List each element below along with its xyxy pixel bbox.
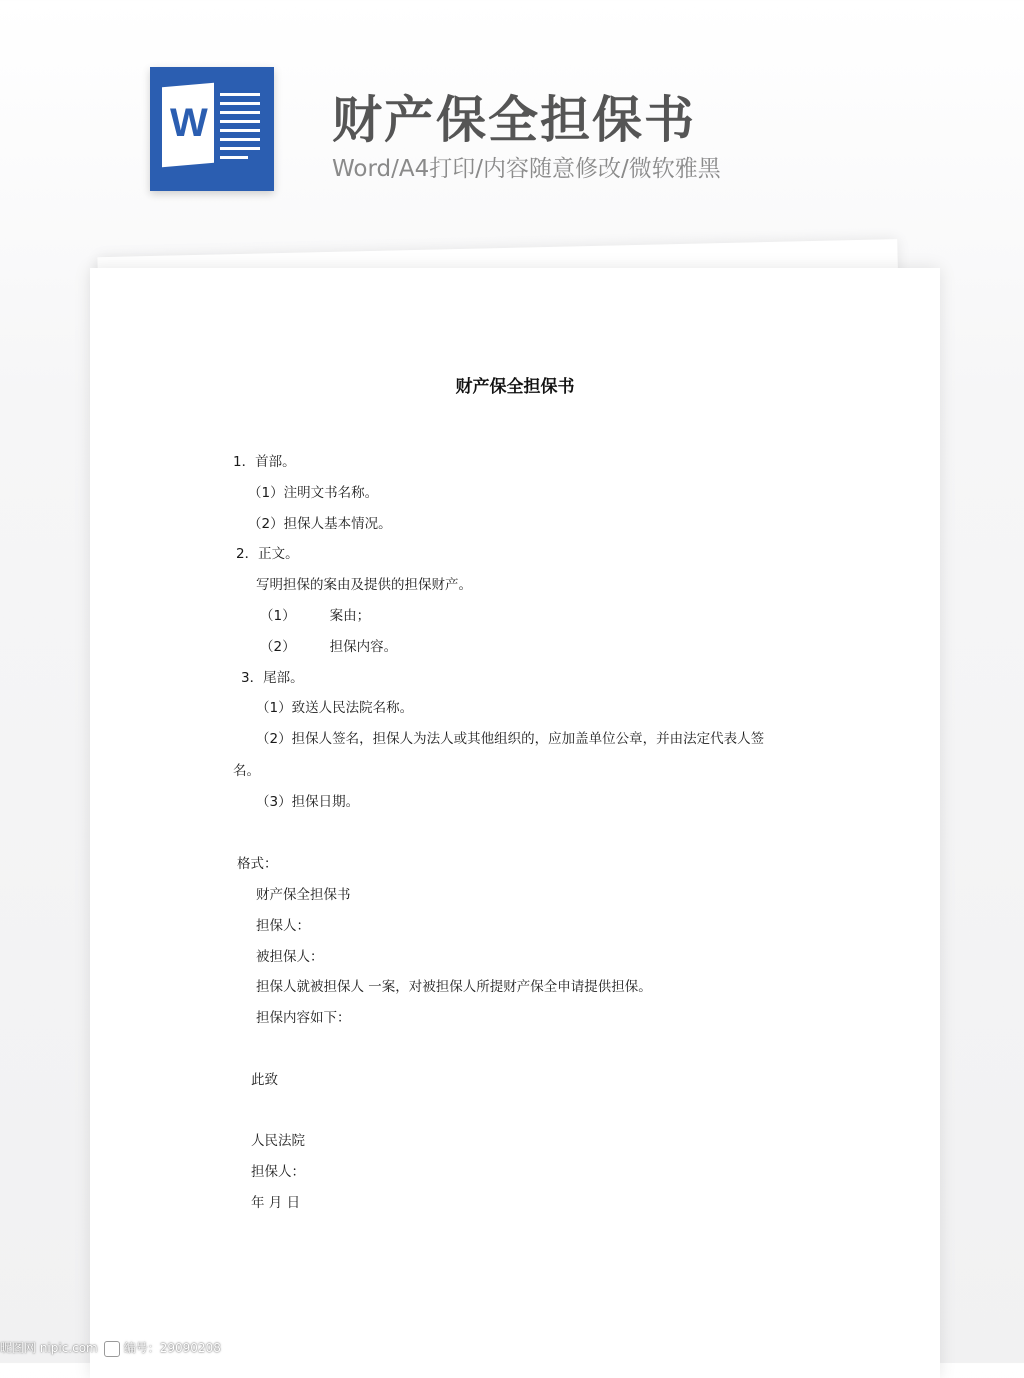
doc-line-text: 案由； — [329, 608, 371, 624]
doc-line: 担保人： — [251, 1164, 305, 1180]
doc-line: 写明担保的案由及提供的担保财产。 — [256, 577, 472, 593]
doc-line: 1．首部。 — [233, 454, 296, 470]
watermark-id: 编号：29090208 — [123, 1341, 221, 1355]
doc-line: 格式： — [237, 856, 278, 872]
doc-line: （2）担保人签名，担保人为法人或其他组织的，应加盖单位公章，并由法定代表人签 — [256, 731, 765, 747]
document-page — [90, 268, 940, 1378]
doc-line: 担保人： — [256, 918, 310, 934]
doc-line-number: （1） — [260, 608, 296, 624]
watermark — [0, 1339, 221, 1357]
doc-line-text: 担保内容。 — [329, 639, 398, 655]
document-title: 财产保全担保书 — [455, 377, 575, 397]
word-icon — [150, 67, 274, 191]
nipic-logo-icon — [104, 1341, 120, 1357]
doc-line — [260, 604, 370, 624]
doc-line: 担保内容如下： — [256, 1010, 351, 1026]
doc-line: 2．正文。 — [236, 546, 299, 562]
word-icon-letter: W — [170, 101, 208, 145]
page-title: 财产保全担保书 — [332, 91, 696, 149]
doc-line: （1）注明文书名称。 — [248, 485, 379, 501]
doc-line: 3．尾部。 — [241, 670, 304, 686]
doc-line: （3）担保日期。 — [256, 794, 360, 810]
doc-line: 名。 — [233, 763, 260, 779]
doc-line: 此致 — [251, 1072, 278, 1088]
doc-line: 被担保人： — [256, 949, 324, 965]
word-icon-lines — [220, 93, 260, 165]
doc-line: 担保人就被担保人 一案，对被担保人所提财产保全申请提供担保。 — [256, 979, 652, 995]
doc-line: （1）致送人民法院名称。 — [256, 700, 414, 716]
doc-line — [260, 635, 397, 655]
doc-line-number: （2） — [260, 639, 296, 655]
page-subtitle: Word/A4打印/内容随意修改/微软雅黑 — [332, 156, 721, 182]
doc-line: 年 月 日 — [251, 1195, 301, 1211]
watermark-site: 昵图网 nipic.com — [0, 1341, 98, 1355]
doc-line: 人民法院 — [251, 1133, 305, 1149]
doc-line: 财产保全担保书 — [256, 887, 351, 903]
doc-line: （2）担保人基本情况。 — [248, 516, 392, 532]
